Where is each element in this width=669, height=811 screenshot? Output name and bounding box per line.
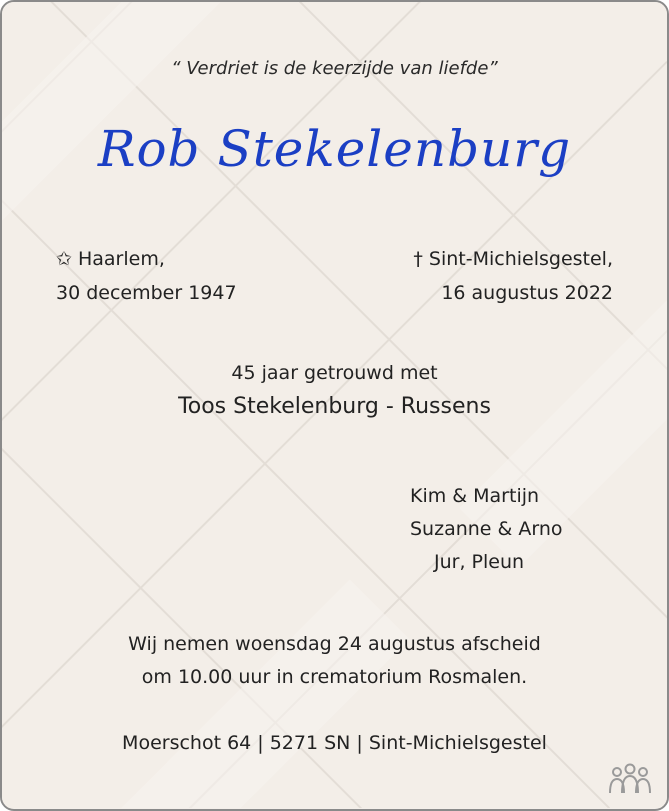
address: Moerschot 64 | 5271 SN | Sint-Michielsgestel [122,732,547,754]
death-place: † Sint-Michielsgestel, [413,248,613,270]
spouse-name: Toos Stekelenburg - Russens [178,394,491,419]
birth-date: 30 december 1947 [56,282,237,304]
quote: “ Verdriet is de keerzijde van liefde” [171,58,498,79]
birth-info [56,242,237,310]
obituary-content [2,2,667,809]
farewell-notice [2,628,667,694]
birth-place: ✩ Haarlem, [56,248,165,270]
married-label: 45 jaar getrouwd met [231,362,438,384]
family-member: Jur, Pleun [434,551,525,573]
family-member: Suzanne & Arno [410,518,563,540]
deceased-name: Rob Stekelenburg [97,120,572,178]
death-info [413,242,613,310]
farewell-line-1: Wij nemen woensdag 24 augustus afscheid [128,633,541,655]
people-group-icon [607,761,653,797]
family-member: Kim & Martijn [410,485,540,507]
family-list [410,480,563,579]
farewell-line-2: om 10.00 uur in crematorium Rosmalen. [141,666,528,688]
death-date: 16 augustus 2022 [441,282,613,304]
